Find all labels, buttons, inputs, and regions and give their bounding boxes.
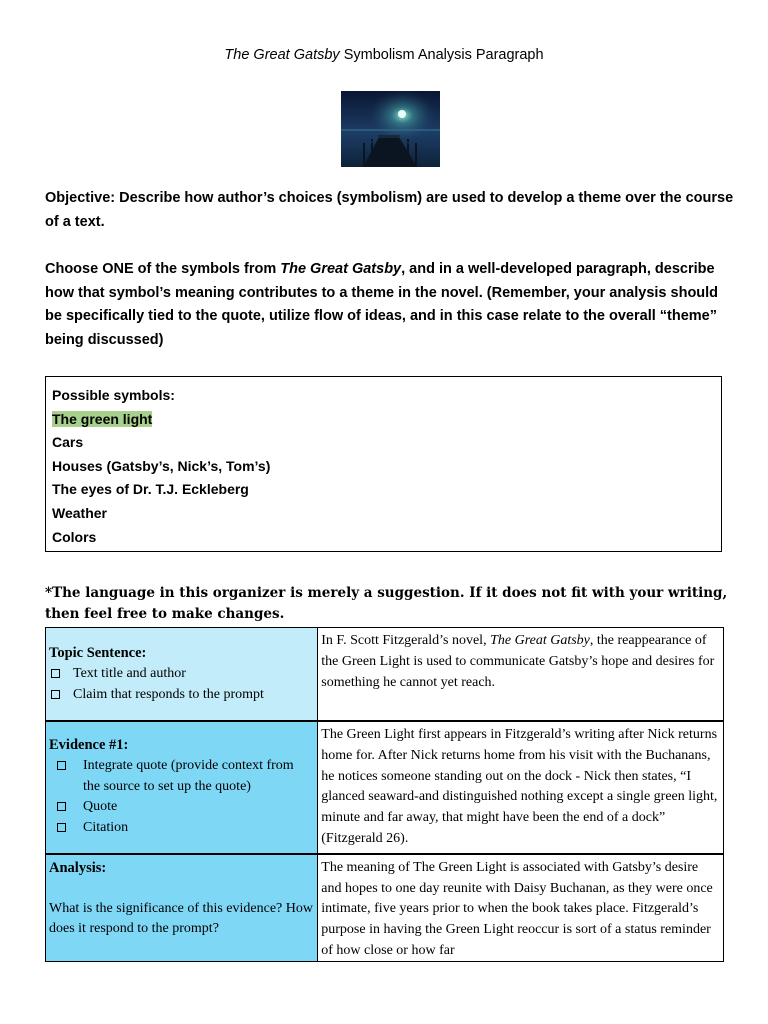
analysis-heading: Analysis: bbox=[49, 859, 107, 876]
objective-text: Objective: Describe how author’s choices (symbolism) are used to develop a theme over the course of a text. bbox=[45, 190, 734, 230]
evidence-response: The Green Light first appears in Fitzgerald’s writing after Nick returns home for. After Nick returns home from his visit with the Buchanans, he notices someone standing out on the dock - Nick then states, “I glanced seaward-and distinguished nothing except a single green light, minute and far away, that might have been the end of a dock” (Fitzgerald 26). bbox=[318, 721, 724, 854]
dock-illustration bbox=[341, 91, 440, 167]
symbol-item: Colors bbox=[52, 528, 97, 545]
checkbox-icon bbox=[51, 669, 60, 678]
symbol-item: The eyes of Dr. T.J. Eckleberg bbox=[52, 481, 249, 498]
topic-sentence-row bbox=[46, 628, 724, 722]
topic-sentence-response: In F. Scott Fitzgerald’s novel, The Great Gatsby, the reappearance of the Green Light is used to communicate Gatsby’s hope and desires for something he cannot yet reach. bbox=[318, 628, 724, 722]
checklist-item: Text title and author bbox=[49, 664, 314, 685]
checkbox-icon bbox=[57, 802, 66, 811]
topic-checklist bbox=[49, 664, 314, 706]
evidence-checklist bbox=[49, 756, 314, 839]
analysis-cell bbox=[46, 854, 318, 962]
analysis-row bbox=[46, 854, 724, 962]
organizer-note: *The language in this organizer is merely a suggestion. If it does not fit with your writing, then feel free to make changes. bbox=[45, 585, 728, 622]
topic-sentence-heading: Topic Sentence: bbox=[49, 645, 147, 661]
topic-sentence-cell bbox=[46, 628, 318, 722]
prompt-text: Choose ONE of the symbols from The Great Gatsby, and in a well-developed paragraph, describe how that symbol’s meaning contributes to a theme in the novel. (Remember, your analysis should be specifically tied to the quote, utilize flow of ideas, and in this case relate to the overall “theme” being discussed) bbox=[45, 261, 719, 348]
checklist-item: Citation bbox=[55, 818, 314, 839]
checklist-item: Quote bbox=[55, 797, 314, 818]
highlighted-symbol: The green light bbox=[52, 410, 153, 427]
analysis-response-cell bbox=[318, 854, 724, 962]
evidence-cell bbox=[46, 721, 318, 854]
page-title: The Great Gatsby Symbolism Analysis Paragraph bbox=[224, 47, 544, 63]
symbol-item: Cars bbox=[52, 434, 84, 451]
symbols-heading: Possible symbols: bbox=[52, 387, 175, 403]
checkbox-icon bbox=[57, 823, 66, 832]
checklist-item: Integrate quote (provide context from the source to set up the quote) bbox=[55, 756, 314, 798]
graphic-organizer-table bbox=[45, 627, 724, 962]
symbol-item: Weather bbox=[52, 504, 107, 521]
checkbox-icon bbox=[57, 761, 66, 770]
dock-green-light-image bbox=[341, 91, 440, 167]
evidence-heading: Evidence #1: bbox=[49, 737, 129, 753]
analysis-response: The meaning of The Green Light is associated with Gatsby’s desire and hopes to one day reunite with Daisy Buchanan, as they were once intimate, five years prior to when the book takes place. Fitzgerald’s purpose in having the Green Light reoccur is sort of a status reminder of how close or how far bbox=[321, 859, 713, 958]
symbol-item: Houses (Gatsby’s, Nick’s, Tom’s) bbox=[52, 457, 271, 474]
symbol-item bbox=[52, 408, 715, 432]
analysis-question: What is the significance of this evidence? How does it respond to the prompt? bbox=[49, 900, 313, 937]
checkbox-icon bbox=[51, 690, 60, 699]
evidence-row bbox=[46, 721, 724, 854]
possible-symbols-box bbox=[45, 376, 722, 552]
checklist-item: Claim that responds to the prompt bbox=[49, 685, 314, 706]
